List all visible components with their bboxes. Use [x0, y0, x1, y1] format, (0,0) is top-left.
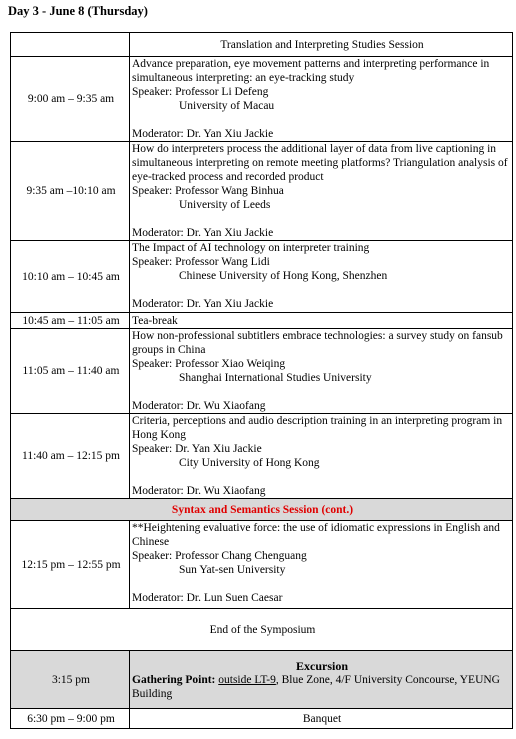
moderator: Moderator: Dr. Yan Xiu Jackie — [132, 128, 274, 140]
affiliation: University of Leeds — [179, 199, 271, 211]
moderator: Moderator: Dr. Wu Xiaofang — [132, 400, 266, 412]
speaker: Speaker: Professor Wang Binhua — [132, 185, 284, 197]
moderator: Moderator: Dr. Yan Xiu Jackie — [132, 227, 274, 239]
end-label: End of the Symposium — [11, 609, 513, 651]
speaker: Speaker: Dr. Yan Xiu Jackie — [132, 443, 262, 455]
talk-cell — [130, 414, 513, 499]
end-row — [11, 609, 513, 651]
affiliation: Chinese University of Hong Kong, Shenzhen — [179, 270, 388, 282]
excursion-row — [11, 651, 513, 709]
gathering-rest: , Blue Zone, 4/F University Concourse, YEUNG Building — [132, 673, 500, 700]
affiliation: City University of Hong Kong — [179, 457, 320, 469]
speaker: Speaker: Professor Xiao Weiqing — [132, 358, 286, 370]
talk-cell — [130, 521, 513, 609]
gathering-point — [132, 673, 512, 701]
talk-cell — [130, 57, 513, 142]
speaker: Speaker: Professor Wang Lidi — [132, 256, 270, 268]
talk-title: The Impact of AI technology on interpreter training — [132, 242, 370, 254]
time-cell: 12:15 pm – 12:55 pm — [11, 521, 130, 609]
time-cell: 3:15 pm — [11, 651, 130, 709]
time-cell: 10:45 am – 11:05 am — [11, 313, 130, 329]
speaker: Speaker: Professor Chang Chenguang — [132, 550, 307, 562]
affiliation: University of Macau — [179, 100, 275, 112]
speaker: Speaker: Professor Li Defeng — [132, 86, 269, 98]
talk-title: How non-professional subtitlers embrace technologies: a survey study on fansub groups in China — [132, 330, 503, 356]
time-cell: 9:35 am –10:10 am — [11, 142, 130, 241]
moderator: Moderator: Dr. Yan Xiu Jackie — [132, 298, 274, 310]
banquet-label: Banquet — [130, 709, 513, 729]
talk-cell — [130, 241, 513, 313]
time-cell: 6:30 pm – 9:00 pm — [11, 709, 130, 729]
excursion-title: Excursion — [295, 658, 348, 673]
talk-title: Criteria, perceptions and audio description training in an interpreting program in Hong Kong — [132, 415, 503, 441]
moderator: Moderator: Dr. Wu Xiaofang — [132, 485, 266, 497]
time-cell: 10:10 am – 10:45 am — [11, 241, 130, 313]
session-title: Syntax and Semantics Session (cont.) — [11, 499, 513, 521]
time-cell: 11:40 am – 12:15 pm — [11, 414, 130, 499]
table-row — [11, 329, 513, 414]
excursion-cell — [130, 651, 513, 709]
affiliation: Sun Yat-sen University — [179, 564, 286, 576]
gathering-place: outside LT-9 — [218, 673, 276, 686]
schedule-table — [10, 32, 513, 729]
moderator: Moderator: Dr. Lun Suen Caesar — [132, 592, 283, 604]
talk-cell — [130, 142, 513, 241]
table-row — [11, 521, 513, 609]
session-header-row — [11, 499, 513, 521]
affiliation: Shanghai International Studies University — [179, 372, 372, 384]
tea-break-label: Tea-break — [130, 313, 513, 329]
table-row — [11, 313, 513, 329]
session-header-row — [11, 33, 513, 57]
table-row — [11, 142, 513, 241]
table-row — [11, 241, 513, 313]
talk-title: How do interpreters process the additional layer of data from live captioning in simultaneous interpreting on remote meeting platforms? Triangulation analysis of eye-tracked process and recorded product — [132, 143, 508, 183]
time-cell: 11:05 am – 11:40 am — [11, 329, 130, 414]
day-title: Day 3 - June 8 (Thursday) — [8, 4, 148, 18]
table-row — [11, 414, 513, 499]
talk-cell — [130, 329, 513, 414]
time-cell: 9:00 am – 9:35 am — [11, 57, 130, 142]
table-row — [11, 57, 513, 142]
talk-title: Advance preparation, eye movement patterns and interpreting performance in simultaneous interpreting: an eye-tracking study — [132, 58, 490, 84]
banquet-row — [11, 709, 513, 729]
gathering-label: Gathering Point: — [132, 673, 216, 686]
talk-title: **Heightening evaluative force: the use of idiomatic expressions in English and Chinese — [132, 522, 500, 548]
session-title: Translation and Interpreting Studies Session — [130, 33, 513, 57]
